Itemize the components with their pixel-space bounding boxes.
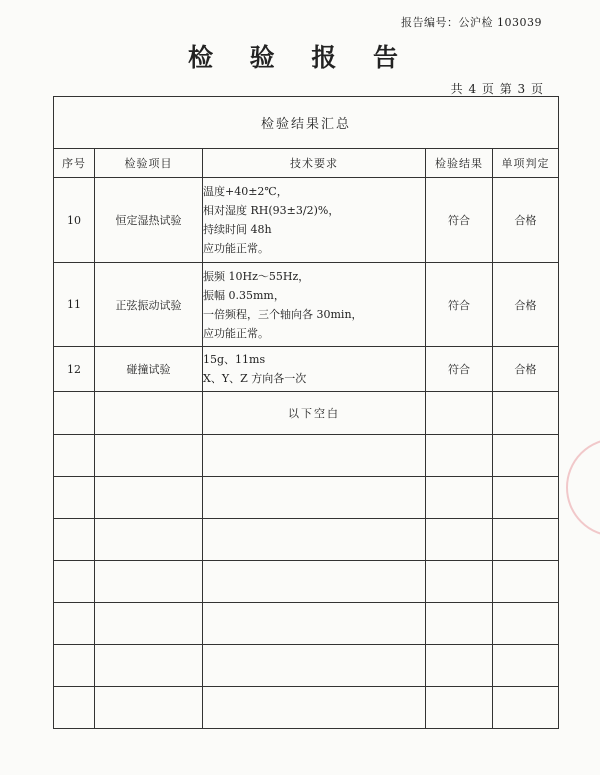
row-number: 12 [54,347,95,392]
requirement-line: 相对湿度 RH(93±3/2)%， [203,204,340,217]
column-header-result: 检验结果 [426,149,493,178]
blank-note-row [54,392,559,435]
summary-title-row [54,97,559,149]
requirement-line: 持续时间 48h [203,223,272,236]
empty-row [54,519,559,561]
requirement-line: 振幅 0.35mm， [203,288,285,302]
empty-row [54,603,559,645]
table-row [54,178,559,263]
row-number: 10 [54,178,95,263]
empty-row [54,687,559,729]
test-item: 正弦振动试验 [95,263,203,347]
empty-row [54,435,559,477]
page-count: 共 4 页 第 3 页 [450,82,544,96]
column-header-verdict: 单项判定 [493,149,559,178]
table-header-row [54,149,559,178]
table-row [54,263,559,347]
row-number: 11 [54,263,95,347]
column-header-no: 序号 [54,149,95,178]
red-seal-stamp [566,438,600,537]
report-number: 报告编号：公沪检 103039 [401,16,542,29]
item-verdict: 合格 [493,263,559,347]
column-header-requirements: 技术要求 [203,149,426,178]
requirement-line: 15g、11ms [203,353,266,366]
requirement-line: 温度+40±2℃， [203,185,288,198]
test-item: 碰撞试验 [95,347,203,392]
column-header-item: 检验项目 [95,149,203,178]
empty-row [54,561,559,603]
requirements-cell [203,263,426,347]
requirement-line: 应功能正常。 [203,326,269,340]
requirement-line: 应功能正常。 [203,242,269,255]
test-item: 恒定湿热试验 [95,178,203,263]
results-table [53,96,559,729]
requirements-cell [203,178,426,263]
requirement-line: X、Y、Z 方向各一次 [203,372,307,385]
requirements-cell [203,347,426,392]
item-verdict: 合格 [493,178,559,263]
test-result: 符合 [426,263,493,347]
item-verdict: 合格 [493,347,559,392]
requirement-line: 振频 10Hz～55Hz， [203,269,310,283]
requirement-line: 一倍频程，三个轴向各 30min， [203,307,363,321]
summary-title: 检验结果汇总 [54,97,559,149]
blank-note: 以下空白 [203,392,426,435]
table-row [54,347,559,392]
test-result: 符合 [426,347,493,392]
document-title: 检 验 报 告 [187,43,413,72]
empty-row [54,645,559,687]
test-result: 符合 [426,178,493,263]
empty-row [54,477,559,519]
